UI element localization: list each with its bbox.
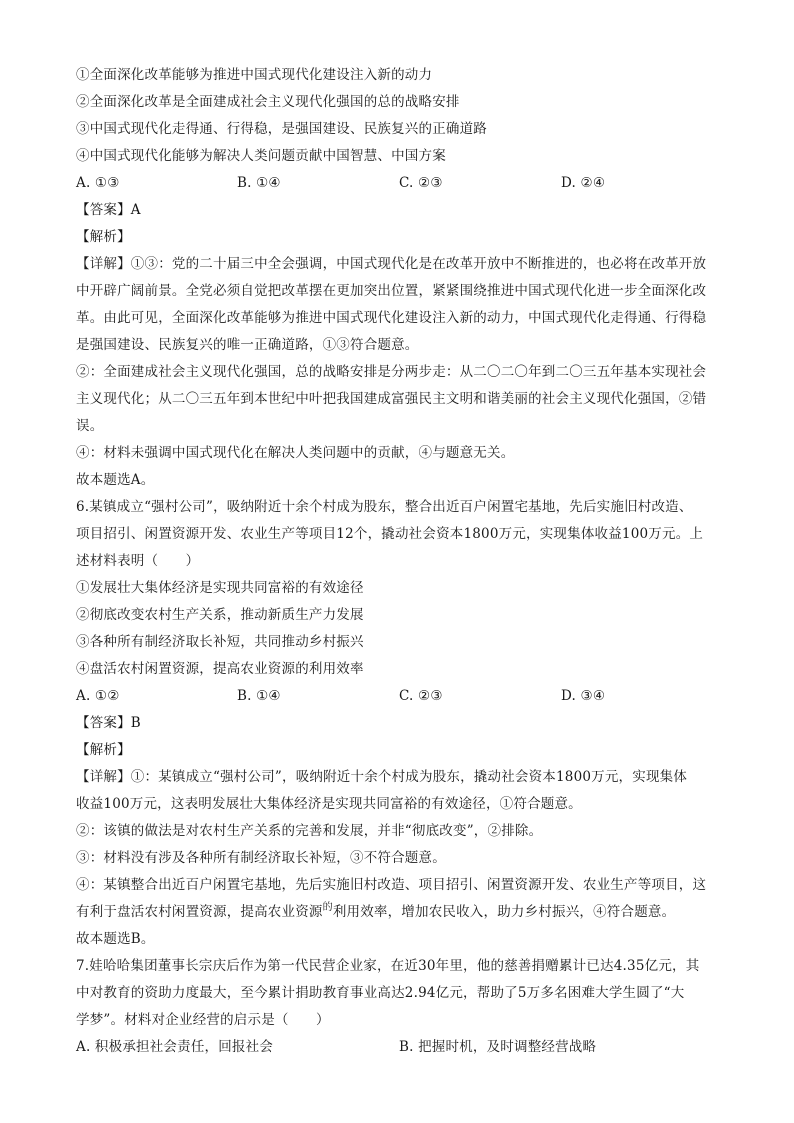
q5-statement: ①全面深化改革能够为推进中国式现代化建设注入新的动力 <box>76 67 433 83</box>
q5-option-d: D. ②④ <box>561 175 606 191</box>
q5-option-a: A. ①③ <box>76 175 120 191</box>
q6-answer: 【答案】B <box>76 715 141 731</box>
q6-statement: ③各种所有制经济取长补短，共同推动乡村振兴 <box>76 634 364 650</box>
q7-stem-line: 7.娃哈哈集团董事长宗庆后作为第一代民营企业家，在近30年里，他的慈善捐赠累计已达4.35亿元，其 <box>76 958 700 974</box>
q6-option-d: D. ③④ <box>561 688 606 704</box>
q6-detail-line <box>76 899 726 926</box>
q6-options <box>76 683 726 710</box>
q5-detail-line: ④：材料未强调中国式现代化在解决人类问题中的贡献，④与题意无关。 <box>76 445 515 461</box>
q6-statement: ①发展壮大集体经济是实现共同富裕的有效途径 <box>76 580 364 596</box>
q5-detail-line: 误。 <box>76 418 104 434</box>
q6-detail-line: ②：该镇的做法是对农村生产关系的完善和发展，并非“彻底改变”，②排除。 <box>76 823 543 839</box>
q6-detail-text: 有利于盘活农村闲置资源，提高农业资源 <box>76 904 323 920</box>
q5-detail-line: ②：全面建成社会主义现代化强国，总的战略安排是分两步走：从二〇二〇年到二〇三五年基本实现社会 <box>76 364 707 380</box>
q6-detail-line: 收益100万元，这表明发展壮大集体经济是实现共同富裕的有效途径，①符合题意。 <box>76 796 582 812</box>
q7-stem-line: 中对教育的资助力度最大，至今累计捐助教育事业高达2.94亿元，帮助了5万多名困难大学生圆了“大 <box>76 985 685 1001</box>
q5-statement: ④中国式现代化能够为解决人类问题贡献中国智慧、中国方案 <box>76 148 446 164</box>
q5-options <box>76 170 726 197</box>
q6-stem-line: 述材料表明（ ） <box>76 553 200 569</box>
q5-option-b: B. ①④ <box>237 175 281 191</box>
q6-stem-line: 项目招引、闲置资源开发、农业生产等项目12个，撬动社会资本1800万元，实现集体收益100万元。上 <box>76 526 704 542</box>
q5-statement: ③中国式现代化走得通、行得稳，是强国建设、民族复兴的正确道路 <box>76 121 487 137</box>
q7-option-a: A. 积极承担社会责任，回报社会 <box>76 1039 274 1055</box>
document-page <box>76 62 726 1061</box>
q6-option-b: B. ①④ <box>237 688 281 704</box>
q6-detail-line: ④：某镇整合出近百户闲置宅基地，先后实施旧村改造、项目招引、闲置资源开发、农业生产等项目，这 <box>76 877 707 893</box>
q5-statement: ②全面深化改革是全面建成社会主义现代化强国的总的战略安排 <box>76 94 460 110</box>
q6-option-c: C. ②③ <box>399 688 443 704</box>
q6-stem-line: 6.某镇成立“强村公司”，吸纳附近十余个村成为股东，整合出近百户闲置宅基地，先后实施旧村改造、 <box>76 499 693 515</box>
q5-conclusion: 故本题选A。 <box>76 472 155 488</box>
q5-detail-line: 是强国建设、民族复兴的唯一正确道路，①③符合题意。 <box>76 337 419 353</box>
q6-statement: ②彻底改变农村生产关系，推动新质生产力发展 <box>76 607 364 623</box>
q6-detail-line: ③：材料没有涉及各种所有制经济取长补短，③不符合题意。 <box>76 850 446 866</box>
q5-option-c: C. ②③ <box>399 175 443 191</box>
q6-detail-text: 利用效率，增加农民收入，助力乡村振兴，④符合题意。 <box>332 904 676 920</box>
q7-stem-line: 学梦”。材料对企业经营的启示是（ ） <box>76 1012 330 1028</box>
q6-detail-raised-char: 的 <box>322 902 333 913</box>
q6-statement: ④盘活农村闲置资源，提高农业资源的利用效率 <box>76 661 364 677</box>
q5-analysis-label: 【解析】 <box>76 229 131 245</box>
q6-analysis-label: 【解析】 <box>76 742 131 758</box>
q6-option-a: A. ①② <box>76 688 120 704</box>
q5-detail-line: 【详解】①③：党的二十届三中全会强调，中国式现代化是在改革开放中不断推进的，也必将在改革开放 <box>76 256 707 272</box>
q7-options <box>76 1034 726 1061</box>
q6-detail-line: 【详解】①：某镇成立“强村公司”，吸纳附近十余个村成为股东，撬动社会资本1800万元，实现集体 <box>76 769 688 785</box>
q5-answer: 【答案】A <box>76 202 141 218</box>
q5-detail-line: 主义现代化；从二〇三五年到本世纪中叶把我国建成富强民主文明和谐美丽的社会主义现代化强国，②错 <box>76 391 707 407</box>
q5-detail-line: 革。由此可见，全面深化改革能够为推进中国式现代化建设注入新的动力，中国式现代化走得通、行得稳 <box>76 310 707 326</box>
q6-conclusion: 故本题选B。 <box>76 931 155 947</box>
q7-option-b: B. 把握时机，及时调整经营战略 <box>399 1039 597 1055</box>
q5-detail-line: 中开辟广阔前景。全党必须自觉把改革摆在更加突出位置，紧紧围绕推进中国式现代化进一步全面深化改 <box>76 283 707 299</box>
